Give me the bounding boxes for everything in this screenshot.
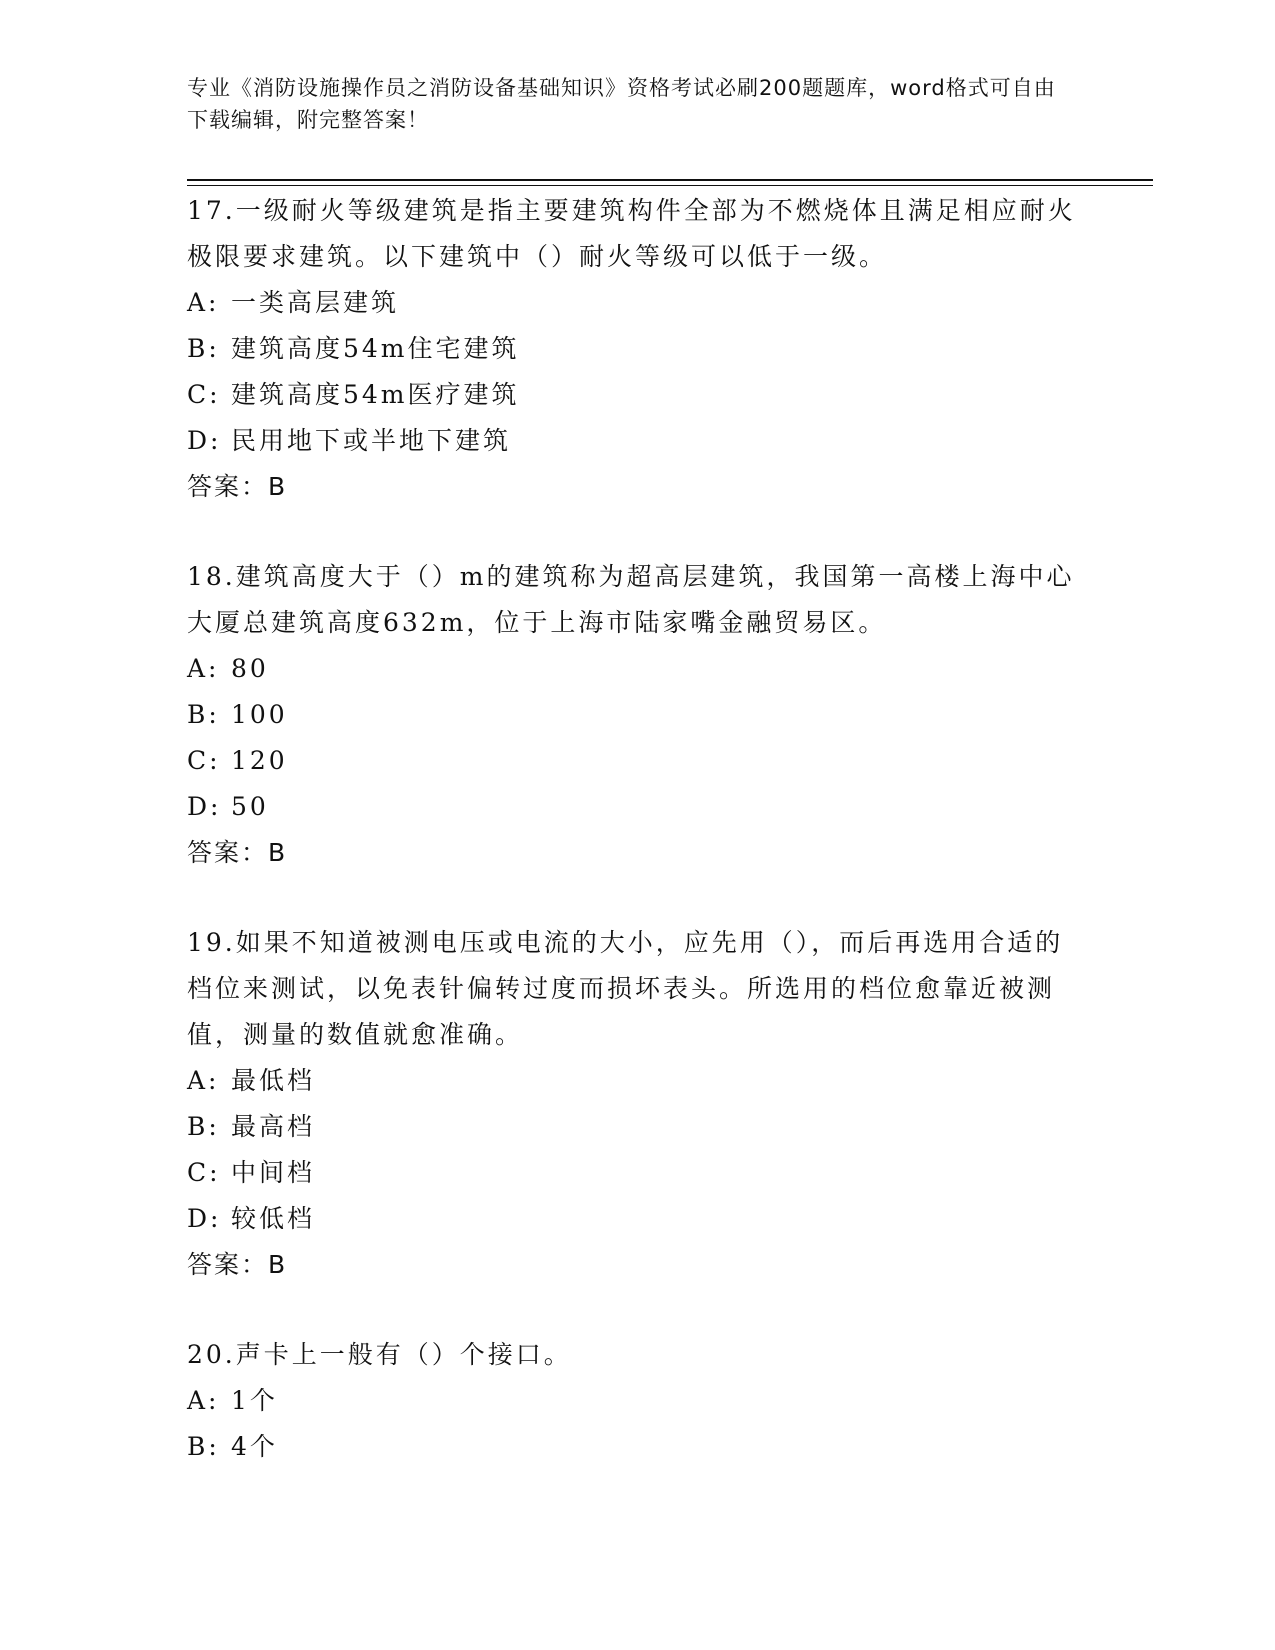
option-d <box>187 1196 1087 1242</box>
option-b <box>187 692 1087 738</box>
option-letter: B: <box>187 1112 220 1141</box>
question-18 <box>187 554 1087 876</box>
answer-line: 答案：B <box>187 472 288 501</box>
question-20 <box>187 1332 1087 1470</box>
question-list <box>187 188 1087 1514</box>
option-text: 建筑高度54m医疗建筑 <box>231 380 520 409</box>
header-divider <box>187 179 1153 181</box>
option-text: 1个 <box>231 1386 278 1415</box>
option-text: 较低档 <box>231 1204 316 1233</box>
question-stem: 19.如果不知道被测电压或电流的大小，应先用（），而后再选用合适的档位来测试，以免表针偏转过度而损坏表头。所选用的档位愈靠近被测值，测量的数值就愈准确。 <box>187 928 1064 1049</box>
question-stem: 20.声卡上一般有（）个接口。 <box>187 1340 572 1369</box>
option-text: 一类高层建筑 <box>231 288 400 317</box>
option-letter: D: <box>187 792 222 821</box>
question-stem: 18.建筑高度大于（）m的建筑称为超高层建筑，我国第一高楼上海中心大厦总建筑高度632m，位于上海市陆家嘴金融贸易区。 <box>187 562 1075 637</box>
option-letter: C: <box>187 380 221 409</box>
option-letter: A: <box>187 288 220 317</box>
option-letter: A: <box>187 1066 220 1095</box>
option-c <box>187 738 1087 784</box>
option-text: 最低档 <box>231 1066 316 1095</box>
option-d <box>187 418 1087 464</box>
document-header: 专业《消防设施操作员之消防设备基础知识》资格考试必刷200题题库，word格式可自由下载编辑，附完整答案！ <box>187 76 1056 132</box>
option-a <box>187 280 1087 326</box>
answer-line: 答案：B <box>187 838 288 867</box>
option-letter: A: <box>187 654 220 683</box>
option-b <box>187 326 1087 372</box>
option-text: 100 <box>231 700 288 729</box>
option-text: 最高档 <box>231 1112 316 1141</box>
option-letter: B: <box>187 1432 220 1461</box>
option-text: 中间档 <box>231 1158 316 1187</box>
answer-line: 答案：B <box>187 1250 288 1279</box>
option-text: 4个 <box>231 1432 278 1461</box>
option-d <box>187 784 1087 830</box>
option-c <box>187 372 1087 418</box>
question-stem: 17.一级耐火等级建筑是指主要建筑构件全部为不燃烧体且满足相应耐火极限要求建筑。以下建筑中（）耐火等级可以低于一级。 <box>187 196 1076 271</box>
option-letter: A: <box>187 1386 220 1415</box>
option-a <box>187 646 1087 692</box>
option-letter: C: <box>187 746 221 775</box>
option-letter: B: <box>187 700 220 729</box>
option-a <box>187 1378 1087 1424</box>
option-letter: B: <box>187 334 220 363</box>
option-c <box>187 1150 1087 1196</box>
option-a <box>187 1058 1087 1104</box>
option-letter: D: <box>187 1204 222 1233</box>
option-letter: C: <box>187 1158 221 1187</box>
option-text: 120 <box>231 746 288 775</box>
option-text: 民用地下或半地下建筑 <box>231 426 512 455</box>
option-b <box>187 1104 1087 1150</box>
option-text: 50 <box>231 792 269 821</box>
option-text: 80 <box>231 654 269 683</box>
question-19 <box>187 920 1087 1288</box>
question-17 <box>187 188 1087 510</box>
option-b <box>187 1424 1087 1470</box>
option-letter: D: <box>187 426 222 455</box>
option-text: 建筑高度54m住宅建筑 <box>231 334 520 363</box>
